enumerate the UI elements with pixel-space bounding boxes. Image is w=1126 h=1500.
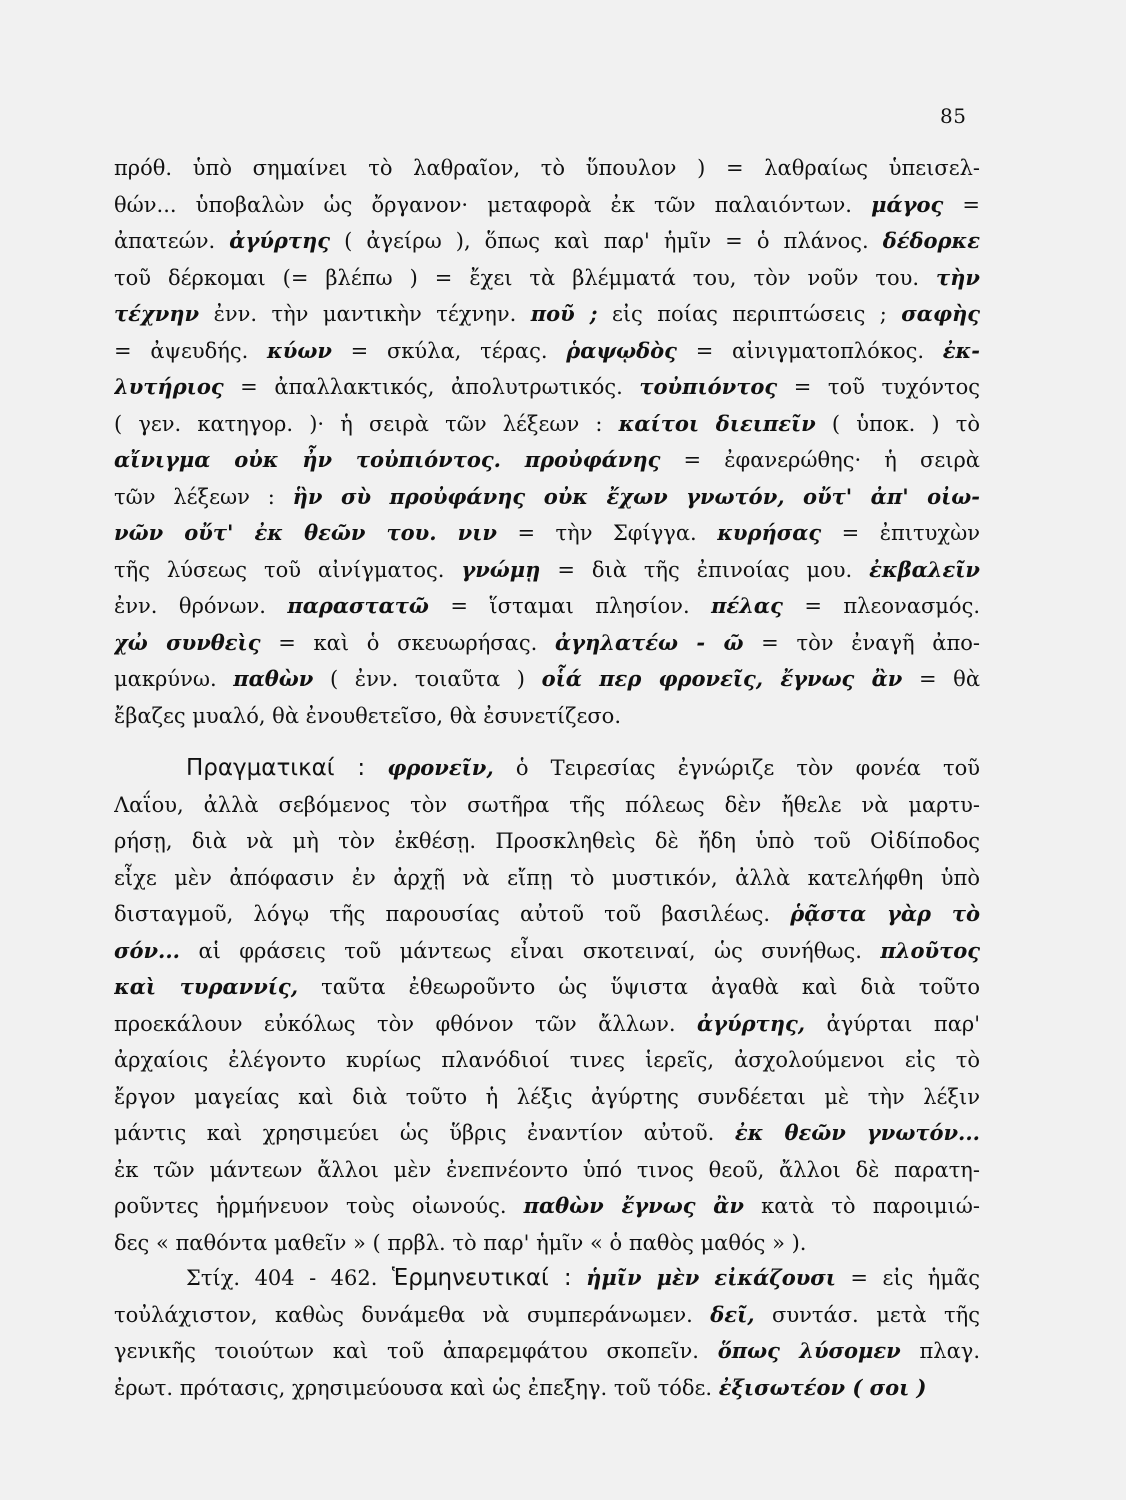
gloss-text: εἶχε μὲν ἀπόφασιν ἐν ἀρχῇ νὰ εἴπῃ τὸ μυστικόν, ἀλλὰ κατελήφθη ὑπὸ: [114, 865, 980, 890]
gloss-text: = τὸν ἐναγῆ ἀπο-: [743, 630, 980, 655]
text-line: [114, 698, 980, 735]
section-heading: Ἑρμηνευτικαί :: [391, 1265, 572, 1291]
gloss-text: ( ὑποκ. ) τὸ: [815, 411, 980, 436]
text-line: [114, 588, 980, 625]
gloss-text: Λαΐου, ἀλλὰ σεβόμενος τὸν σωτῆρα τῆς πόλεως δὲν ἤθελε νὰ μαρτυ-: [114, 792, 980, 817]
text-line: [114, 896, 980, 933]
lemma-keyword: μάγος: [871, 191, 944, 217]
lemma-keyword: παραστατῶ: [287, 593, 429, 618]
lemma-keyword: ῥᾷστα γὰρ τὸ: [790, 901, 980, 926]
lemma-keyword: δέδορκε: [882, 228, 980, 253]
lemma-keyword: παθὼν: [233, 666, 314, 691]
lemma-keyword: ἀγηλατέω - ῶ: [554, 629, 744, 655]
gloss-text: ταῦτα ἐθεωροῦντο ὡς ὕψιστα ἀγαθὰ καὶ διὰ τοῦτο: [298, 975, 980, 999]
text-line: [114, 625, 980, 662]
lemma-keyword: ἡμῖν μὲν εἰκάζουσι: [586, 1265, 836, 1290]
gloss-text: = τὴν Σφίγγα.: [496, 521, 718, 545]
lemma-keyword: οἷά περ φρονεῖς, ἔγνως ἂν: [541, 666, 903, 691]
gloss-text: αἱ φράσεις τοῦ μάντεως εἶναι σκοτειναί, ὡς συνήθως.: [180, 938, 881, 963]
lemma-keyword: κύων: [267, 337, 332, 363]
gloss-text: τῆς λύσεως τοῦ αἰνίγματος.: [114, 557, 462, 582]
gloss-text: τοῦ δέρκομαι (= βλέπω ) = ἔχει τὰ βλέμματά του, τὸν νοῦν του.: [114, 265, 937, 290]
commentary-paragraph-1: [114, 150, 980, 734]
gloss-text: ἀγύρται παρ': [805, 1011, 980, 1036]
text-line: [114, 1260, 980, 1297]
text-line: [114, 479, 980, 516]
text-line: [114, 860, 980, 897]
gloss-text: ἐρωτ. πρότασις, χρησιμεύουσα καὶ ὡς ἐπεξηγ. τοῦ τόδε.: [114, 1375, 719, 1400]
text-line: [114, 933, 980, 970]
text-line: [114, 1370, 980, 1407]
text-line: [114, 406, 980, 443]
gloss-text: [572, 1266, 586, 1290]
gloss-text: = εἰς ἡμᾶς: [835, 1266, 980, 1290]
gloss-text: = αἰνιγματοπλόκος.: [676, 338, 943, 363]
gloss-text: [365, 756, 387, 780]
lemma-keyword: λυτήριος: [114, 374, 224, 399]
lemma-keyword: ἐκ θεῶν γνωτόν...: [734, 1120, 980, 1145]
gloss-text: = τοῦ τυχόντος: [777, 375, 980, 399]
gloss-text: δες « παθόντα μαθεῖν » ( πρβλ. τὸ παρ' ἡμῖν « ὁ παθὸς μαθός » ).: [114, 1230, 807, 1255]
gloss-text: μάντις καὶ χρησιμεύει ὡς ὕβρις ἐναντίον αὐτοῦ.: [114, 1121, 735, 1145]
text-line: [114, 823, 980, 860]
gloss-text: πλαγ.: [900, 1339, 980, 1363]
gloss-text: ἐκ τῶν μάντεων ἄλλοι μὲν ἐνεπνέοντο ὑπό τινος θεοῦ, ἄλλοι δὲ παρατη-: [114, 1157, 980, 1182]
gloss-text: ὁ Τειρεσίας ἐγνώριζε τὸν φονέα τοῦ: [493, 756, 980, 780]
gloss-text: συντάσ. μετὰ τῆς: [754, 1302, 980, 1327]
lemma-keyword: ποῦ ;: [530, 301, 598, 326]
gloss-text: ροῦντες ἡρμήνευον τοὺς οἰωνούς.: [114, 1194, 524, 1218]
text-line: [114, 1188, 980, 1225]
text-line: [114, 1333, 980, 1370]
lemma-keyword: ἐκ-: [942, 337, 980, 363]
text-line: [114, 1006, 980, 1043]
lemma-keyword: σόν...: [114, 937, 180, 963]
gloss-text: ἔργον μαγείας καὶ διὰ τοῦτο ἡ λέξις ἀγύρτης συνδέεται μὲ τὴν λέξιν: [114, 1084, 980, 1109]
lemma-keyword: ῥαψῳδὸς: [566, 337, 677, 363]
page-number: 85: [940, 104, 967, 128]
lemma-keyword: πλοῦτος: [880, 937, 980, 963]
gloss-text: τοὐλάχιστον, καθὼς δυνάμεθα νὰ συμπεράνωμεν.: [114, 1302, 711, 1327]
line-number-reference: Στίχ. 404 - 462.: [186, 1266, 392, 1290]
text-line: [114, 1079, 980, 1116]
lemma-keyword: καὶ τυραννίς,: [114, 974, 299, 999]
lemma-keyword: κυρήσας: [717, 520, 822, 545]
gloss-text: = διὰ τῆς ἐπινοίας μου.: [540, 557, 870, 582]
lemma-keyword: ὅπως λύσομεν: [717, 1338, 901, 1363]
gloss-text: τῶν λέξεων :: [114, 484, 293, 509]
lemma-keyword: γνώμῃ: [461, 556, 541, 582]
text-line: [114, 750, 980, 787]
gloss-text: = πλεονασμός.: [782, 594, 980, 618]
text-line: [114, 515, 980, 552]
gloss-text: κατὰ τὸ παροιμιώ-: [743, 1194, 980, 1218]
gloss-text: = σκύλα, τέρας.: [331, 338, 567, 363]
lemma-keyword: αἴνιγμα οὐκ ἦν τοὐπιόντος. προὐφάνης: [114, 447, 661, 472]
lemma-keyword: καίτοι διειπεῖν: [618, 410, 816, 436]
lemma-keyword: δεῖ,: [710, 1301, 755, 1327]
gloss-text: θών... ὑποβαλὼν ὡς ὄργανον· μεταφορὰ ἐκ τῶν παλαιόντων.: [114, 192, 872, 217]
gloss-text: ( γεν. κατηγορ. )· ἡ σειρὰ τῶν λέξεων :: [114, 411, 619, 436]
lemma-keyword: τέχνην: [114, 301, 200, 326]
gloss-text: πρόθ. ὑπὸ σημαίνει τὸ λαθραῖον, τὸ ὕπουλον ) = λαθραίως ὑπεισελ-: [114, 156, 980, 180]
lemma-keyword: τὴν: [936, 264, 980, 290]
lemma-keyword: ἀγύρτης: [229, 228, 331, 253]
commentary-paragraph-2: [114, 750, 980, 1261]
lemma-keyword: φρονεῖν,: [387, 755, 494, 780]
text-line: [114, 260, 980, 297]
text-line: [114, 442, 980, 479]
text-line: [114, 1297, 980, 1334]
text-line: [114, 1042, 980, 1079]
text-line: [114, 661, 980, 698]
text-line: [114, 333, 980, 370]
lemma-keyword: τοὐπιόντος: [639, 374, 778, 399]
text-line: [114, 969, 980, 1006]
lemma-keyword: νῶν οὔτ' ἐκ θεῶν του. νιν: [114, 520, 497, 545]
gloss-text: ἀρχαίοις ἐλέγοντο κυρίως πλανόδιοί τινες ἱερεῖς, ἀσχολούμενοι εἰς τὸ: [114, 1048, 980, 1072]
lemma-keyword: ἐκβαλεῖν: [869, 556, 980, 582]
text-line: [114, 187, 980, 224]
gloss-text: ρήσῃ, διὰ νὰ μὴ τὸν ἐκθέσῃ. Προσκληθεὶς δὲ ἤδη ὑπὸ τοῦ Οἰδίποδος: [114, 829, 980, 853]
lemma-keyword: παθὼν ἔγνως ἂν: [523, 1193, 744, 1218]
gloss-text: = καὶ ὁ σκευωρήσας.: [260, 630, 555, 655]
text-line: [114, 150, 980, 187]
gloss-text: εἰς ποίας περιπτώσεις ;: [597, 302, 902, 326]
gloss-text: ἔβαζες μυαλό, θὰ ἐνουθετεῖσο, θὰ ἐσυνετίζεσο.: [114, 703, 621, 728]
gloss-text: = ἵσταμαι πλησίον.: [428, 594, 712, 618]
text-line: [114, 223, 980, 260]
text-line: [114, 1225, 980, 1262]
lemma-keyword: ἀγύρτης,: [697, 1010, 806, 1036]
gloss-text: ἐνν. θρόνων.: [114, 594, 288, 618]
text-line: [114, 1115, 980, 1152]
gloss-text: = ἐπιτυχὼν: [821, 521, 980, 545]
gloss-text: ( ἐνν. τοιαῦτα ): [313, 667, 542, 691]
text-line: [114, 369, 980, 406]
lemma-keyword: πέλας: [711, 593, 783, 618]
text-line: [114, 296, 980, 333]
gloss-text: προεκάλουν εὐκόλως τὸν φθόνον τῶν ἄλλων.: [114, 1011, 697, 1036]
lemma-keyword: χὠ συνθεὶς: [114, 629, 261, 655]
gloss-text: γενικῆς τοιούτων καὶ τοῦ ἀπαρεμφάτου σκοπεῖν.: [114, 1339, 718, 1363]
gloss-text: ἀπατεών.: [114, 229, 230, 253]
gloss-text: = ἀπαλλακτικός, ἀπολυτρωτικός.: [223, 375, 640, 399]
gloss-text: = ἐφανερώθης· ἡ σειρὰ: [660, 448, 980, 472]
gloss-text: = ἀψευδής.: [114, 338, 268, 363]
lemma-keyword: ἣν σὺ προὐφάνης οὐκ ἔχων γνωτόν, οὔτ' ἀπ' οἰω-: [292, 483, 980, 509]
gloss-text: =: [943, 192, 980, 217]
gloss-text: = θὰ: [902, 667, 980, 691]
lemma-keyword: ἐξισωτέον ( σοι ): [718, 1374, 927, 1400]
gloss-text: δισταγμοῦ, λόγῳ τῆς παρουσίας αὐτοῦ τοῦ βασιλέως.: [114, 902, 791, 926]
gloss-text: ἐνν. τὴν μαντικὴν τέχνην.: [199, 302, 531, 326]
text-line: [114, 1152, 980, 1189]
text-line: [114, 787, 980, 824]
section-heading: Πραγματικαί :: [186, 755, 366, 781]
gloss-text: μακρύνω.: [114, 667, 234, 691]
gloss-text: ( ἀγείρω ), ὅπως καὶ παρ' ἡμῖν = ὁ πλάνος.: [330, 229, 883, 253]
text-line: [114, 552, 980, 589]
lemma-keyword: σαφὴς: [901, 301, 980, 326]
commentary-paragraph-3: [114, 1260, 980, 1406]
